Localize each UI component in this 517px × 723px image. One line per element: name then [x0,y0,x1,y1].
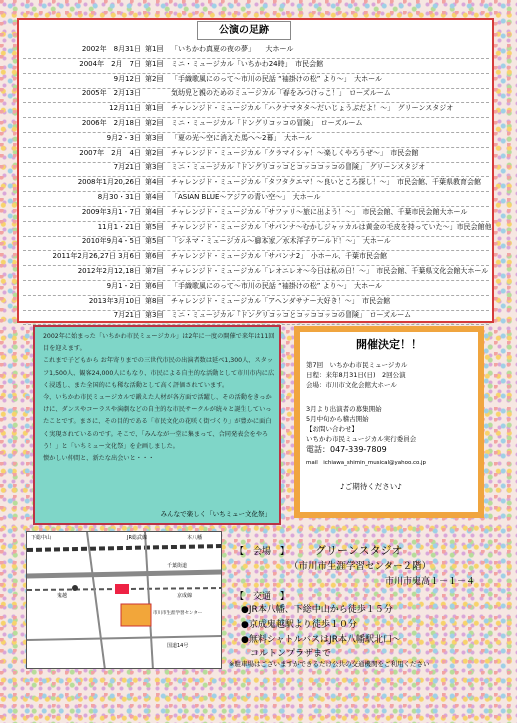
performance-title: 「手織歌風にのって～市川の民話 “袖掛けの松” より～」 大ホール [171,281,382,290]
performance-title: チャレンジド・ミュージカル「アヘンダサナー大好き！～」 市民会館 [171,296,391,305]
performance-title: チャレンジド・ミュージカル「タフタクエマ！～良いところ探し！～」 市民会館、千葉県教育会館 [171,178,482,187]
announcement-title: 開催決定！！ [356,338,422,351]
performance-number: 第6回 [145,281,164,290]
performance-date: 2002年 8月31日 [81,45,141,53]
performance-title: ミニ・ミュージカル「いちかわ24時」 市民会館 [171,59,324,68]
announcement-phone[interactable]: 電話：047-339-7809 [306,445,387,454]
performance-history-title: 公演の足跡 [197,21,291,40]
performance-date: 2005年 2月13日 [81,89,141,98]
performance-date: 7月21日 [113,163,141,172]
performance-number: 第6回 [145,252,164,261]
performance-title: ミニ・ミュージカル「ドングリコッコの冒険」 ローズルーム [171,119,363,127]
performance-title: 「手織歌風にのって～市川の民話 “袖掛けの松” より～」 大ホール [171,74,382,83]
story-text [43,331,275,465]
performance-date: 9月1・2日 [106,281,141,290]
performance-title: 「シネマ・ミュージカル～脚本家／水木洋子ワールド！～」 大ホール [171,237,391,246]
performance-title: ミニ・ミュージカル「ドングリコッコとコッココッコの冒険」 グリーンスタジオ [171,163,426,172]
story-paragraph: 懐かしい仲間と、新たな出会いと・・・ [43,455,155,463]
map-label: JR総武線 [127,535,147,541]
performance-number: 第8回 [145,296,164,305]
performance-date: 2006年 2月18日 [81,119,141,127]
performance-title: チャレンジド・ミュージカル「ハクナマタタ～だいじょうぶだよ！～」 グリーンスタジオ [171,104,454,113]
performance-date: 2007年 2月 4日 [79,148,141,157]
announcement-mail[interactable]: mail ichiawa_shimin_musical@yahoo.co.jp [306,460,427,466]
performance-title: 「いちかわ真夏の夜の夢」 大ホール [171,45,294,53]
performance-title: チャレンジド・ミュージカル「サバンナ～むかしジャッカルは黄金の毛皮を持っていた～」市民会館他 [171,222,492,231]
performance-number: 第3回 [145,133,164,142]
performance-date: 2009年3月1・7日 [81,207,141,216]
performance-number: 第7回 [145,267,164,275]
announcement-closing: ♪ご期待ください♪ [340,482,403,491]
map-label: 鬼越 [57,593,68,599]
announcement-line: いちかわ市民ミュージカル実行委員会 [306,435,417,443]
performance-date: 11月1・21日 [97,222,141,231]
performance-date: 9月12日 [113,74,141,83]
performance-date: 2008年1月20,26日 [77,178,141,187]
performance-title: 「夏の光～空に消えた馬へ～2幕」 大ホール [171,133,312,142]
announcement-panel [294,326,484,518]
performance-title: チャレンジド・ミュージカル「レオニレオ～今日は私の日！～」 市民会館、千葉県文化会館大ホール [171,267,489,275]
map-label: 国道14号 [167,643,189,649]
performance-date: 9月2・3日 [106,133,141,142]
map-label: 千葉街道 [167,563,188,569]
transport-line: ●無料シャトルバスはJR本八幡駅北口～ [241,635,401,645]
venue-address: 市川市鬼高１－１－４ [385,577,476,587]
venue-subtitle: （市川市生涯学習センター２階） [289,561,432,572]
venue-note: ※駐車場はございますができるだけ公共の交通機関をご利用ください [229,660,430,668]
story-paragraph: 2002年に始まった「いちかわ市民ミュージカル」は2年に一度の開催で来年は11回目を迎えます。 [43,333,275,353]
performance-date: 12月11日 [109,104,141,113]
story-paragraph: これまで子どもから お年寄りまでの三世代市民の出演者数は延べ1,300人、スタッフ1,500人、観客24,000人にもなり、市民による自主的な活動として市川市内に広く浸透し、また全国的にも稀な活動として高く評価されています。 [43,357,275,389]
access-map-drawing [27,532,222,669]
story-closing: みんなで楽しく「いちミュー文化祭」 [160,510,271,518]
announcement-line: 日程：来年8月31日(日) 2回公演 [306,371,406,379]
map-label: 下総中山 [31,535,52,541]
performance-title: チャレンジド・ミュージカル「サファリ～旅に出よう！～」 市民会館、千葉市民会館大ホール [171,207,468,216]
performance-title: 「ASIAN BLUE～アジアの青い空～」 大ホール [171,193,321,201]
performance-date: 2013年3月10日 [88,296,141,305]
performance-number: 第2回 [145,74,164,83]
performance-title: ミニ・ミュージカル「ドングリコッコとコッココッコの冒険」 ローズルーム [171,311,412,320]
story-paragraph: 今、いちかわ市民ミュージカルで鍛えた人材が各方面で活躍し、その活動をきっかけに、ダンスやコーラスや演劇などの自主的な市民サークルが続々と誕生していったことです。まさに、その目的である「市民文化の花咲く街づくり」が豊かに面白く実現されているのです。そこで、「みんなが一堂に集まって、合同発表会をやろう！」と「いちミュー文化祭」を企画しました。 [43,394,272,450]
performance-number: 第5回 [145,237,164,246]
performance-number: 第1回 [145,59,164,68]
performance-number: 第4回 [145,207,164,216]
performance-number: 第5回 [145,222,164,231]
performance-date: 7月21日 [113,311,141,320]
performance-number: 第4回 [145,193,164,201]
transport-line: ●京成鬼越駅より徒歩１０分 [241,620,357,630]
transport-line: コルトンプラザまで [241,649,332,659]
performance-number: 第1回 [145,45,164,53]
announcement-line: 5月中旬から稽古開始 [306,415,369,423]
performance-date: 2010年9月4・5日 [81,237,141,246]
performance-date: 8月30・31日 [97,193,141,201]
performance-number: 第4回 [145,178,164,187]
map-label: 本八幡 [187,535,203,541]
announcement-line: 3月より出演者の募集開始 [306,405,382,413]
announcement-line: 会場：市川市文化会館大ホール [306,381,397,389]
announcement-line: 第7回 いちかわ市民ミュージカル [306,361,408,369]
venue-name: グリーンスタジオ [315,544,403,557]
performance-number: 第3回 [145,163,164,172]
map-label: 市川市生涯学習センター [153,611,203,616]
performance-title: 気幼児と親のためのミュージカル「春をみつけっこ！」 ローズルーム [171,89,391,98]
performance-number: 第2回 [145,119,164,127]
performance-number: 第2回 [145,148,164,157]
performance-title: チャレンジド・ミュージカル「クラマイシャ！～楽しくやろうぜ～」 市民会館 [171,148,419,157]
announcement-line: 【お問い合わせ】 [306,425,358,433]
performance-date: 2004年 2月 7日 [79,59,141,68]
venue-label: 【 会場 】 [235,547,290,557]
performance-date: 2012年2月12,18日 [77,267,141,275]
transport-line: ●JR本八幡、下総中山から徒歩１５分 [241,605,393,615]
performance-number: 第1回 [145,104,164,113]
story-panel [33,325,281,525]
performance-number: 第3回 [145,311,164,320]
performance-history-panel [17,18,494,323]
performance-date: 2011年2月26,27日 3月6日 [52,252,141,261]
performance-title: チャレンジド・ミュージカル「サバンナ2」 小ホール、千葉市民会館 [171,252,387,261]
performance-row [23,307,489,325]
venue-info [229,544,499,676]
access-map [26,531,222,669]
transport-label: 【 交通 】 [235,592,290,602]
map-label: 京成線 [177,593,193,599]
